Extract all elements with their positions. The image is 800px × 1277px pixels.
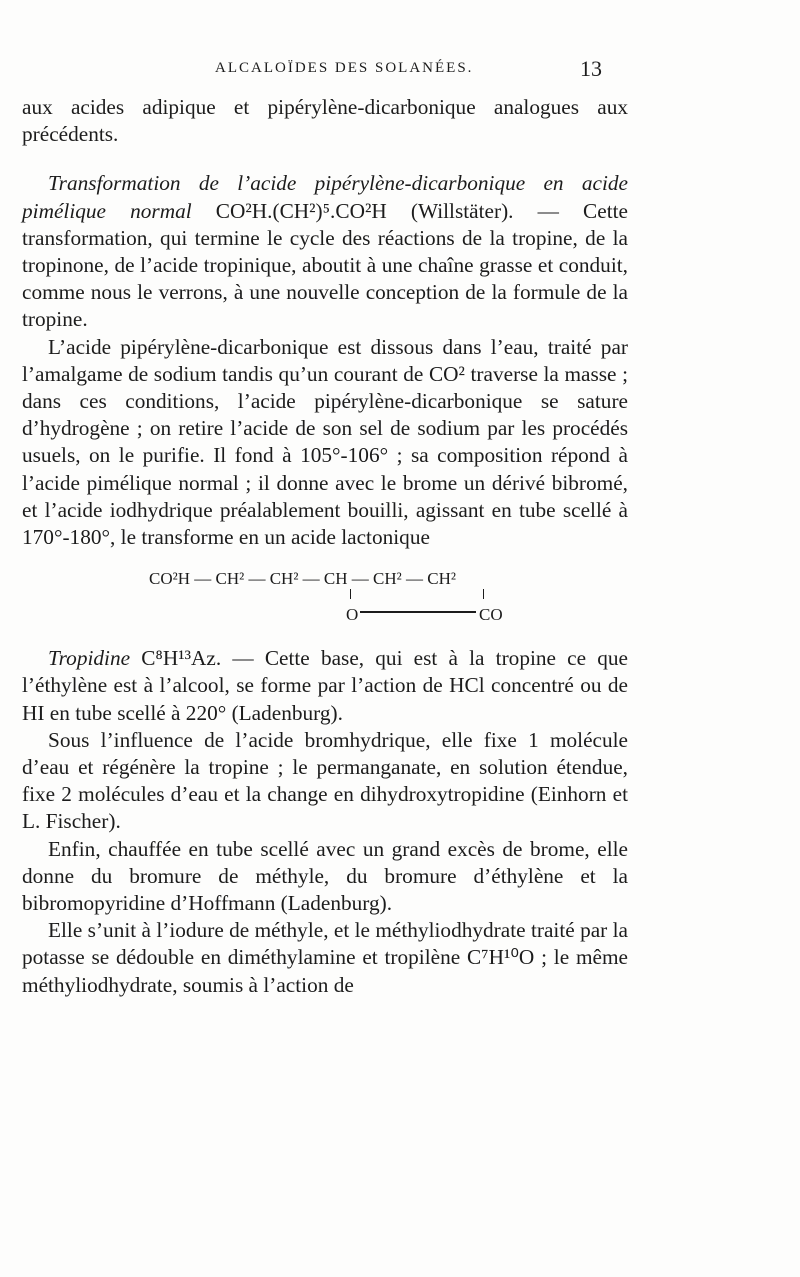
formula-chain: CO²H — CH² — CH² — CH — CH² — CH² bbox=[149, 569, 456, 589]
formula-bond-left bbox=[350, 589, 351, 599]
formula-carbonyl: CO bbox=[479, 605, 503, 625]
paragraph-continuation: aux acides adipique et pipérylène-dicarbonique analogues aux précédents. bbox=[22, 95, 628, 147]
paragraph-transformation-text: (Willstäter). — Cette transformation, qui termine le cycle des réactions de la tropine, de la tropinone, de l’acide tropinique, aboutit à une chaîne grasse et conduit, comme nous le verrons, à une nouvelle conception de la formule de la tropine. bbox=[22, 198, 629, 332]
paragraph-procedure: L’acide pipérylène-dicarbonique est dissous dans l’eau, traité par l’amalgame de sodium tandis qu’un courant de CO² traverse la masse ; dans ces conditions, l’acide pipérylène-dicarbonique se sature d’hydrogène ; on retire l’acide de son sel de sodium par les procédés usuels, on le purifie. Il fond à 105°-106° ; sa composition répond à l’acide pimélique normal ; il donne avec le brome un dérivé bibromé, et l’acide iodhydrique préalablement bouilli, agissant en tube scellé à 170°-180°, le transforme en un acide lactonique bbox=[22, 334, 628, 550]
section-title-transformation: Transformation de l’acide pipérylène-dicarbonique en acide pimélique normal bbox=[22, 171, 628, 223]
formula-oxygen: O bbox=[346, 605, 359, 625]
formula-bond-right bbox=[483, 589, 484, 599]
formula-ring-line bbox=[360, 611, 476, 612]
lactonic-acid-formula bbox=[22, 565, 628, 627]
body-text bbox=[22, 94, 628, 999]
page-header bbox=[0, 56, 800, 86]
formula-tropidine: C⁸H¹³Az. bbox=[130, 646, 222, 671]
paragraph-methyl-iodide: Elle s’unit à l’iodure de méthyle, et le méthyliodhydrate traité par la potasse se dédouble en diméthylamine et tropilène C⁷H¹⁰O ; le même méthyliodhydrate, soumis à l’action de bbox=[22, 918, 628, 997]
paragraph-tropidine bbox=[22, 645, 628, 727]
formula-pimelic-acid: CO²H.(CH²)⁵.CO²H bbox=[215, 198, 387, 223]
paragraph-bromine: Enfin, chauffée en tube scellé avec un grand excès de brome, elle donne du bromure de méthyle, du bromure d’éthylène et la bibromopyridine d’Hoffmann (Ladenburg). bbox=[22, 836, 628, 916]
paragraph-bromhydric: Sous l’influence de l’acide bromhydrique, elle fixe 1 molécule d’eau et régénère la tropine ; le permanganate, en solution étendue, fixe 2 molécules d’eau et la change en dihydroxytropidine (Einhorn et L. Fischer). bbox=[22, 727, 628, 834]
paragraph-tropidine-text: — Cette base, qui est à la tropine ce que l’éthylène est à l’alcool, se forme par l’action de HCl concentré ou de HI en tube scellé à 220° (Ladenburg). bbox=[22, 646, 629, 725]
paragraph-transformation bbox=[22, 170, 628, 333]
page-number: 13 bbox=[580, 56, 602, 81]
section-title-tropidine: Tropidine bbox=[48, 646, 131, 671]
running-title: ALCALOÏDES DES SOLANÉES. bbox=[215, 60, 474, 76]
